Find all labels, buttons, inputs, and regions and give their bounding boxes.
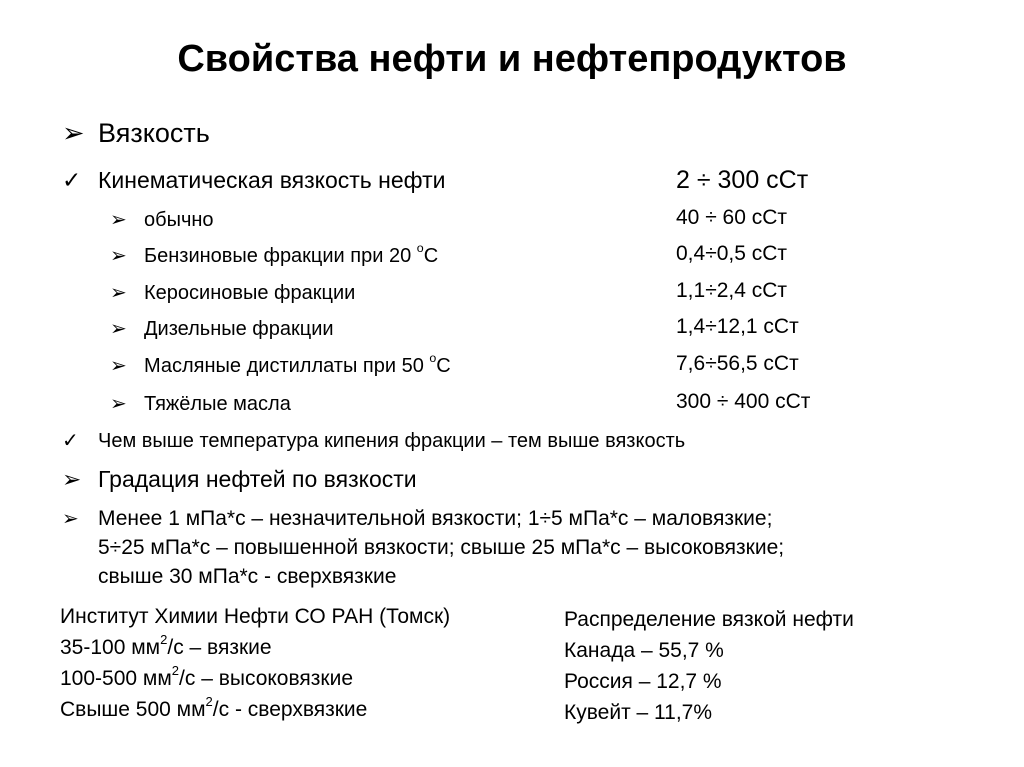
arrow-bullet-icon: ➢ xyxy=(110,282,127,304)
institute-row: Свыше 500 $мм^2/с$ - сверхвязкие xyxy=(60,694,368,721)
list-item xyxy=(110,243,438,268)
list-item xyxy=(110,391,291,416)
gradation-line: 5÷25 мПа*с – повышенной вязкости; свыше 25 мПа*с – высоковязкие; xyxy=(98,536,785,559)
list-item xyxy=(110,316,334,341)
list-item-label: Керосиновые фракции xyxy=(144,282,356,304)
list-item xyxy=(110,280,355,305)
section-gradation xyxy=(62,466,417,493)
section-viscosity xyxy=(62,118,210,149)
degree-superscript: о xyxy=(416,241,424,256)
checkmark-bullet-icon: ✓ xyxy=(62,430,79,452)
institute-row: 35-100 $мм^2/с$ – вязкие xyxy=(60,632,272,659)
list-item-value: 40 ÷ 60 сСт xyxy=(676,206,788,229)
institute-row: 100-500 $мм^2/с$ – высоковязкие xyxy=(60,663,353,690)
viscosity-note xyxy=(62,428,685,453)
list-item-value: 300 ÷ 400 сСт xyxy=(676,390,811,413)
arrow-bullet-icon: ➢ xyxy=(110,245,127,267)
arrow-bullet-icon: ➢ xyxy=(110,209,127,231)
list-item-label: Дизельные фракции xyxy=(144,318,334,340)
list-item-label: Тяжёлые масла xyxy=(144,393,291,415)
institute-block xyxy=(60,601,450,725)
list-item-value: 7,6÷56,5 сСт xyxy=(676,352,799,375)
distribution-row: Канада – 55,7 % xyxy=(564,639,724,662)
list-item xyxy=(110,207,214,232)
gradation-bullet-icon: ➢ xyxy=(62,508,79,530)
viscosity-note-text: Чем выше температура кипения фракции – тем выше вязкость xyxy=(98,430,686,452)
page-title: Свойства нефти и нефтепродуктов xyxy=(177,38,847,80)
distribution-heading: Распределение вязкой нефти xyxy=(564,608,854,631)
gradation-paragraph xyxy=(98,504,784,591)
arrow-bullet-icon: ➢ xyxy=(110,355,127,377)
list-item-label: Масляные дистиллаты при 50 xyxy=(144,355,430,377)
gradation-line: Менее 1 мПа*с – незначительной вязкости; 1÷5 мПа*с – маловязкие; xyxy=(98,507,773,530)
distribution-block xyxy=(564,604,854,728)
institute-heading: Институт Химии Нефти СО РАН (Томск) xyxy=(60,605,451,628)
arrow-bullet-icon: ➢ xyxy=(62,118,85,148)
distribution-row: Россия – 12,7 % xyxy=(564,670,722,693)
arrow-bullet-icon: ➢ xyxy=(110,318,127,340)
list-item-unit: С xyxy=(436,355,451,377)
list-item xyxy=(110,353,451,378)
degree-superscript: о xyxy=(429,351,437,366)
arrow-bullet-icon: ➢ xyxy=(62,466,82,492)
checkmark-bullet-icon: ✓ xyxy=(62,167,82,193)
gradation-line: свыше 30 мПа*с - сверхвязкие xyxy=(98,565,397,588)
list-item-value: 1,4÷12,1 сСт xyxy=(676,315,799,338)
list-item-value: 1,1÷2,4 сСт xyxy=(676,279,788,302)
list-item-unit: С xyxy=(423,245,439,267)
kinematic-viscosity-value: 2 ÷ 300 сСт xyxy=(676,166,809,194)
list-item-label: Бензиновые фракции при 20 xyxy=(144,245,417,267)
list-item-label: обычно xyxy=(144,209,214,231)
kinematic-viscosity-label: Кинематическая вязкость нефти xyxy=(98,167,446,193)
section-viscosity-label: Вязкость xyxy=(98,118,210,148)
kinematic-viscosity-row xyxy=(62,167,445,194)
distribution-row: Кувейт – 11,7% xyxy=(564,701,713,724)
list-item-value: 0,4÷0,5 сСт xyxy=(676,242,788,265)
section-gradation-label: Градация нефтей по вязкости xyxy=(98,466,417,492)
arrow-bullet-icon: ➢ xyxy=(110,393,127,415)
